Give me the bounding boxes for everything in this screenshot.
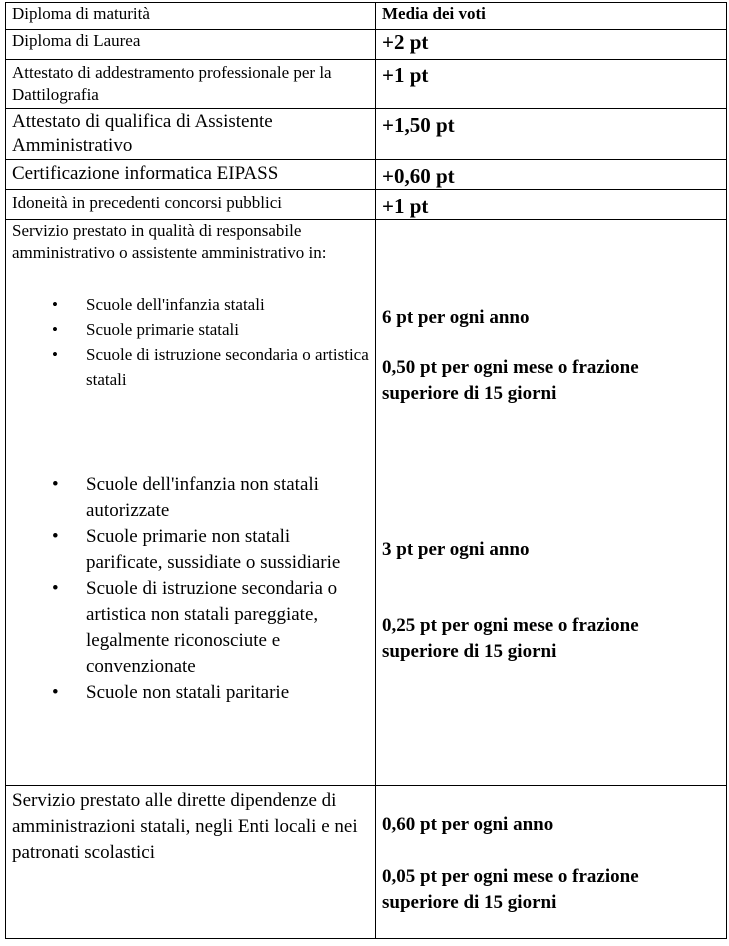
admin-label: Servizio prestato alle dirette dipendenze di amministrazioni statali, negli Enti locali e nei patronati scolastici <box>12 790 358 863</box>
row-value-cell <box>376 30 727 60</box>
header-left-cell <box>6 3 376 30</box>
state-schools-list <box>12 292 369 392</box>
admin-value-cell <box>376 786 727 939</box>
row-value-cell <box>376 190 727 220</box>
scoring-table <box>5 2 727 939</box>
list-item: • Scuole primarie statali <box>86 317 369 342</box>
row-value: +0,60 pt <box>382 164 455 188</box>
list-item: • Scuole dell'infanzia statali <box>86 292 369 317</box>
service-intro: Servizio prestato in qualità di responsabile amministrativo o assistente amministrativo in: <box>12 221 327 262</box>
service-value-cell <box>376 220 727 786</box>
row-label: Attestato di qualifica di Assistente Amministrativo <box>12 111 273 156</box>
state-month-points: 0,50 pt per ogni mese o frazione superiore di 15 giorni <box>382 357 639 404</box>
service-row <box>6 220 727 786</box>
header-right-cell <box>376 3 727 30</box>
table-row <box>6 109 727 160</box>
row-label: Diploma di Laurea <box>12 31 141 50</box>
row-label: Attestato di addestramento professionale per la Dattilografia <box>12 63 332 104</box>
state-year-points: 6 pt per ogni anno <box>382 307 530 328</box>
header-left-text: Diploma di maturità <box>12 4 150 23</box>
nonstate-year-points: 3 pt per ogni anno <box>382 539 530 560</box>
row-value-cell <box>376 160 727 190</box>
list-item: • Scuole non statali paritarie <box>86 680 369 706</box>
table-row <box>6 190 727 220</box>
row-value-cell <box>376 60 727 109</box>
list-item: • Scuole di istruzione secondaria o artistica statali <box>86 342 369 392</box>
row-label-cell <box>6 60 376 109</box>
row-label-cell <box>6 160 376 190</box>
table-row <box>6 30 727 60</box>
row-value: +1 pt <box>382 63 429 87</box>
nonstate-schools-list <box>12 472 369 706</box>
row-value: +2 pt <box>382 30 429 54</box>
row-label-cell <box>6 109 376 160</box>
admin-service-row <box>6 786 727 939</box>
header-right-text: Media dei voti <box>382 4 486 23</box>
row-label: Idoneità in precedenti concorsi pubblici <box>12 193 283 212</box>
service-label-cell <box>6 220 376 786</box>
list-item: • Scuole di istruzione secondaria o artistica non statali pareggiate, legalmente riconosciute e convenzionate <box>86 576 369 680</box>
table-row <box>6 160 727 190</box>
row-value: +1 pt <box>382 194 429 218</box>
list-item: • Scuole primarie non statali parificate, sussidiate o sussidiarie <box>86 524 369 576</box>
list-item: • Scuole dell'infanzia non statali autorizzate <box>86 472 369 524</box>
row-label-cell <box>6 30 376 60</box>
row-value-cell <box>376 109 727 160</box>
admin-label-cell <box>6 786 376 939</box>
row-label: Certificazione informatica EIPASS <box>12 163 279 184</box>
admin-year-points: 0,60 pt per ogni anno <box>382 814 554 835</box>
row-label-cell <box>6 190 376 220</box>
nonstate-month-points: 0,25 pt per ogni mese o frazione superiore di 15 giorni <box>382 615 639 662</box>
row-value: +1,50 pt <box>382 113 455 137</box>
table-row <box>6 60 727 109</box>
admin-month-points: 0,05 pt per ogni mese o frazione superiore di 15 giorni <box>382 866 639 913</box>
table-header-row <box>6 3 727 30</box>
